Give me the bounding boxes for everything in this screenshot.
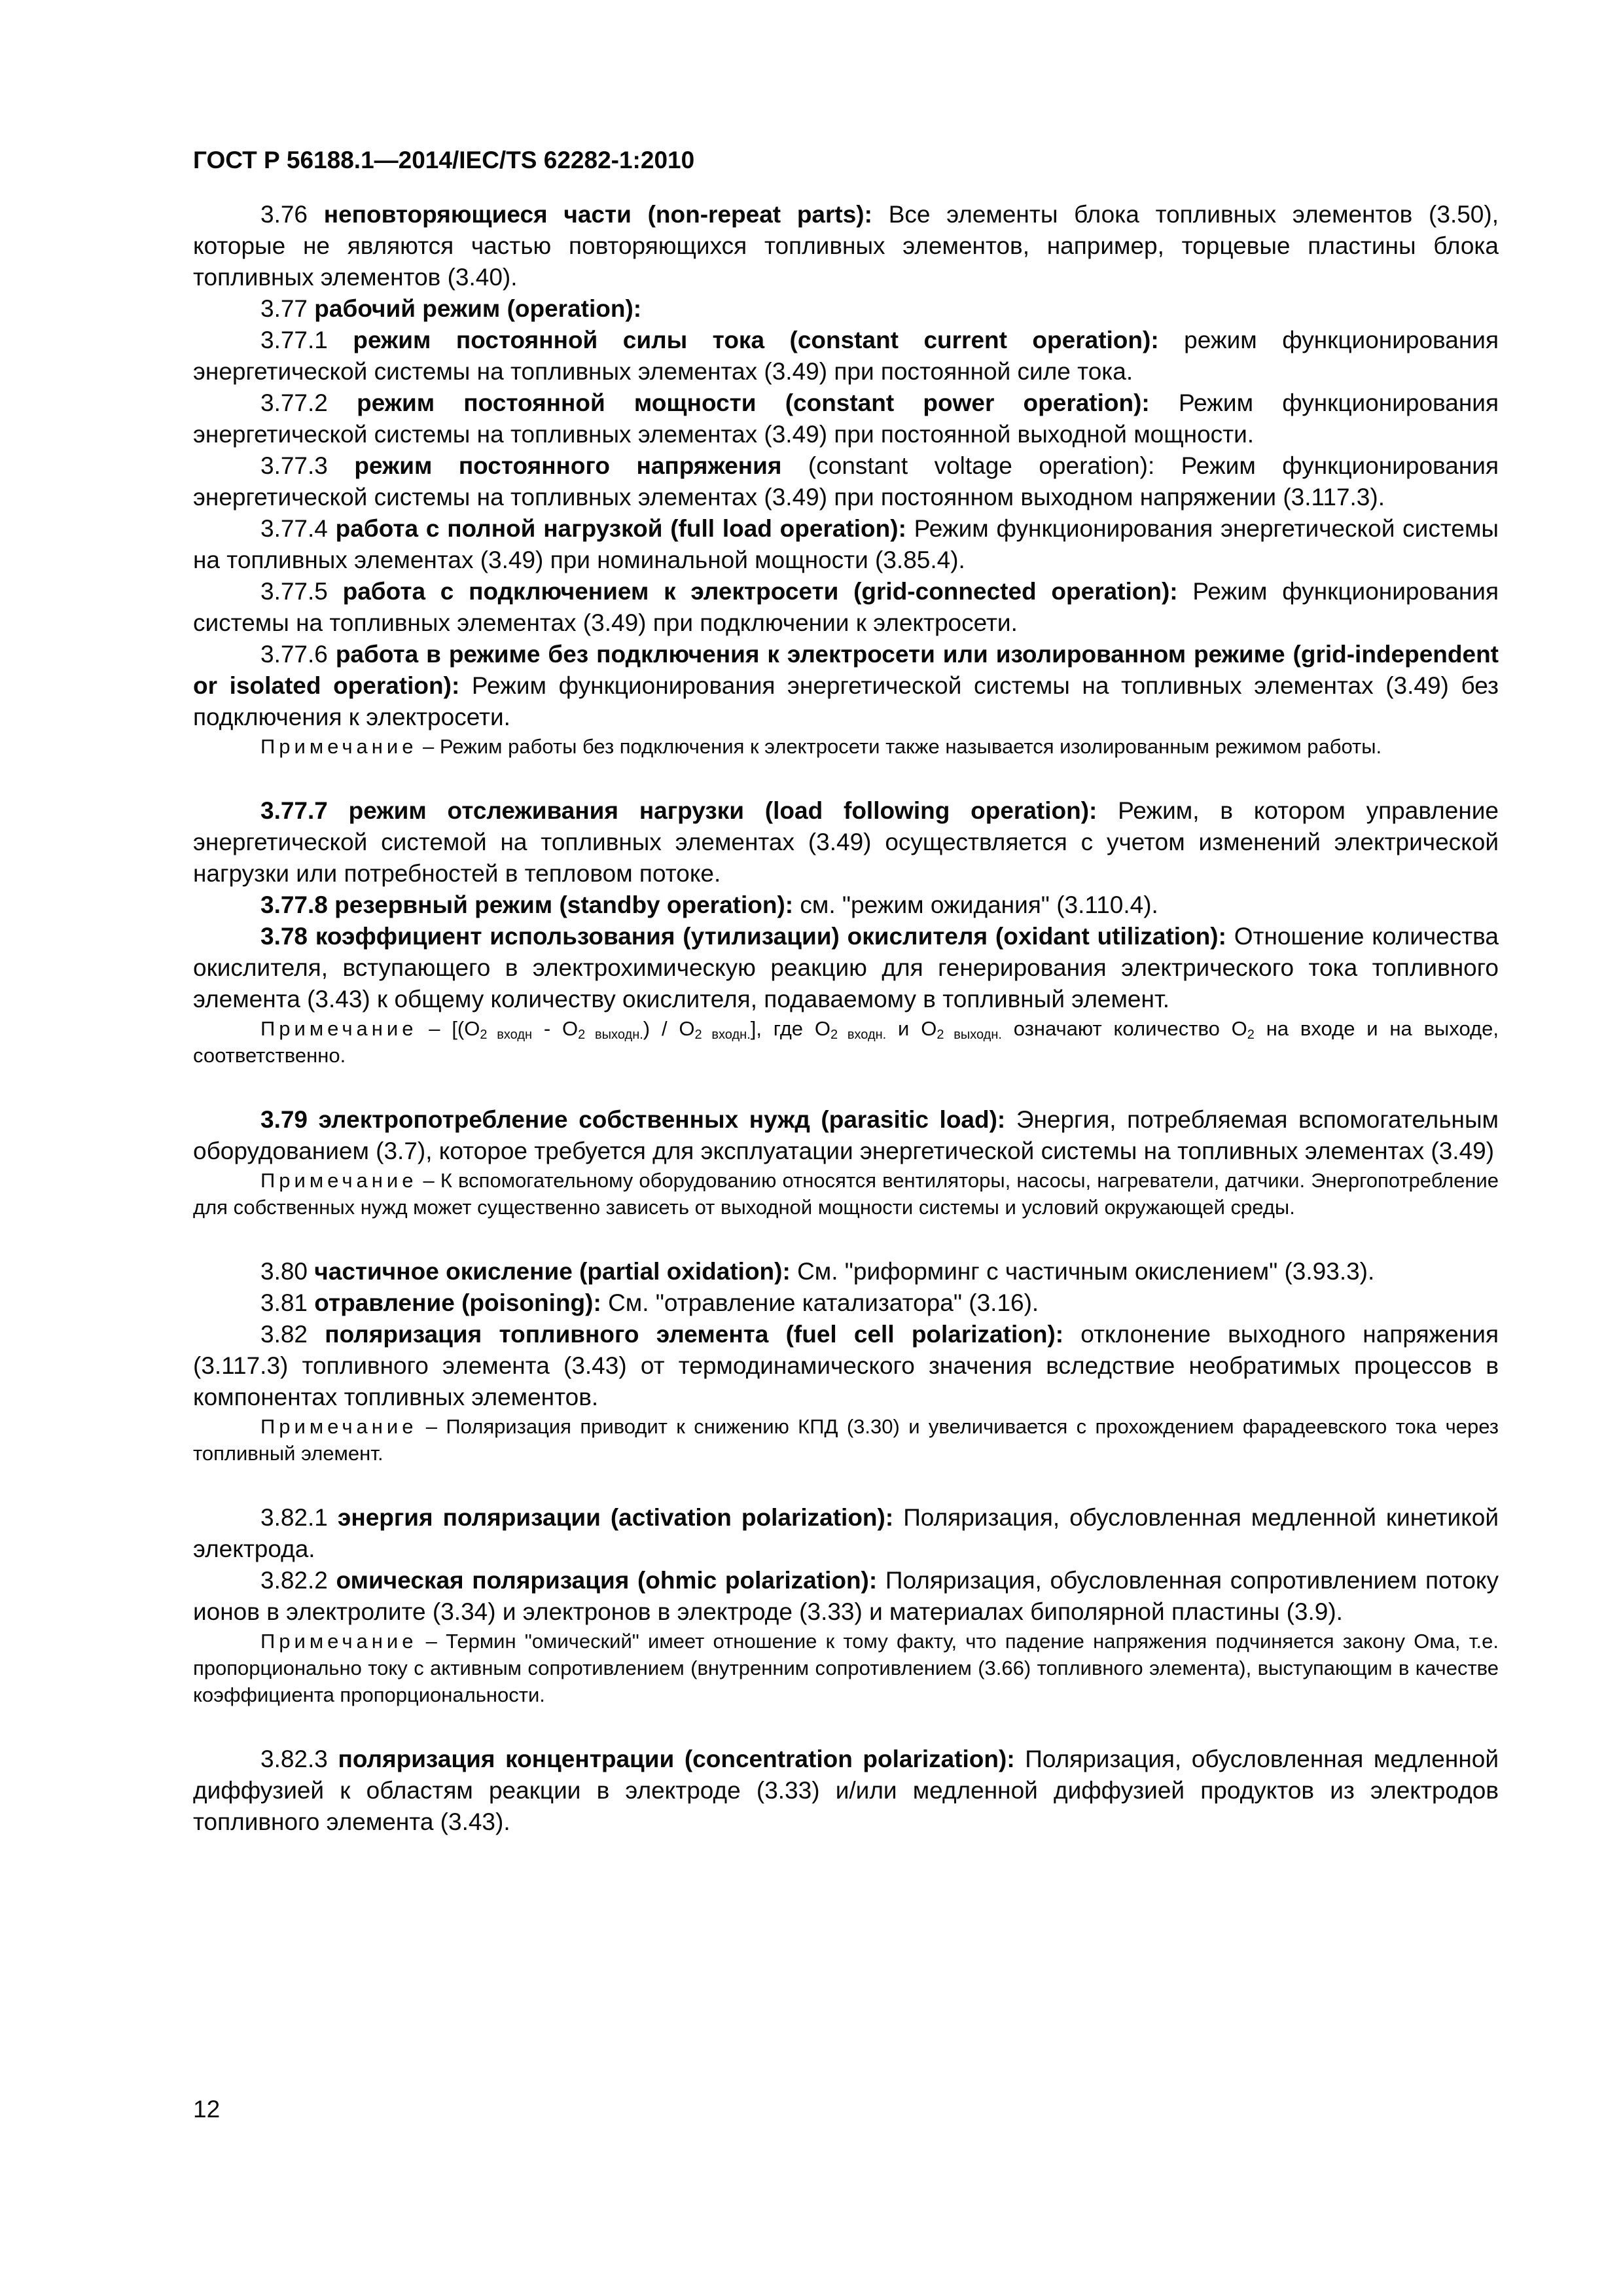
clause-3-80 [193, 1256, 1499, 1287]
clause-number: 3.76 [260, 201, 324, 228]
clause-term: 3.77.7 режим отслеживания нагрузки (load following operation): [260, 797, 1097, 824]
clause-term: 3.79 электропотребление собственных нужд (parasitic load): [260, 1106, 1006, 1133]
note-polarization [193, 1413, 1499, 1467]
clause-number: 3.80 [260, 1258, 315, 1285]
note-label: Примечание [260, 1017, 418, 1040]
clause-3-82-3 [193, 1744, 1499, 1838]
clause-term: отравление (poisoning): [314, 1289, 601, 1316]
clause-term: режим постоянной силы тока (constant current operation): [353, 327, 1159, 353]
formula-text: – [(O [417, 1017, 480, 1040]
clause-3-81 [193, 1287, 1499, 1319]
clause-definition: Режим функционирования системы на топливных элементах (3.49) при подключении к электросети. [193, 578, 1499, 636]
clause-term: рабочий режим (operation): [314, 295, 642, 322]
spacer [193, 1069, 1499, 1104]
note-isolated-mode [193, 733, 1499, 760]
clause-term: работа с полной нагрузкой (full load operation): [335, 515, 906, 542]
clause-3-77-3 [193, 450, 1499, 513]
formula-text: ) / O [643, 1017, 695, 1040]
clause-definition: см. "режим ожидания" (3.110.4). [793, 891, 1158, 918]
clause-3-79 [193, 1104, 1499, 1167]
clause-3-77 [193, 293, 1499, 325]
clause-number: 3.82 [260, 1321, 325, 1348]
formula-subscript: 2 входн. [694, 1028, 751, 1042]
clause-definition: Поляризация, обусловленная медленной диффузией к областям реакции в электроде (3.33) и/или медленной диффузией продуктов из электродов топливного элемента (3.43). [193, 1746, 1499, 1835]
clause-term: омическая поляризация (ohmic polarization): [336, 1567, 878, 1594]
clause-number: 3.77.5 [260, 578, 343, 605]
clause-3-82-1 [193, 1502, 1499, 1565]
formula-text: и O [886, 1017, 937, 1040]
clause-definition: См. "риформинг с частичным окислением" (3.93.3). [790, 1258, 1375, 1285]
clause-definition: См. "отравление катализатора" (3.16). [601, 1289, 1039, 1316]
formula-text: на входе и на выходе, соответственно. [193, 1017, 1499, 1067]
clause-number: 3.77.3 [260, 452, 355, 479]
clause-term: 3.77.8 резервный режим (standby operation): [260, 891, 794, 918]
clause-3-77-4 [193, 513, 1499, 576]
clause-number: 3.82.2 [260, 1567, 336, 1594]
clause-3-76 [193, 199, 1499, 293]
spacer [193, 1221, 1499, 1256]
formula-subscript: 2 выходн. [578, 1028, 643, 1042]
spacer [193, 1467, 1499, 1502]
clause-term: режим постоянной мощности (constant power operation): [357, 389, 1150, 416]
clause-definition: Режим функционирования энергетической системы на топливных элементах (3.49) без подключения к электросети. [193, 672, 1499, 730]
clause-term: энергия поляризации (activation polarization): [337, 1504, 894, 1531]
clause-number: 3.77.2 [260, 389, 357, 416]
clause-term: частичное окисление (partial oxidation): [314, 1258, 791, 1285]
clause-definition: отклонение выходного напряжения (3.117.3) топливного элемента (3.43) от термодинамического значения вследствие необратимых процессов в компонентах топливных элементов. [193, 1321, 1499, 1410]
clause-definition: Энергия, потребляемая вспомогательным оборудованием (3.7), которое требуется для эксплуатации энергетической системы на топливных элементах (3.49) [193, 1106, 1499, 1164]
note-text: – Поляризация приводит к снижению КПД (3.30) и увеличивается с прохождением фарадеевского тока через топливный элемент. [193, 1415, 1499, 1465]
clause-definition: Отношение количества окислителя, вступающего в электрохимическую реакцию для генерирования электрического тока топливного элемента (3.43) к общему количеству окислителя, подаваемому в топливный элемент. [193, 923, 1499, 1013]
clause-number: 3.77.6 [260, 641, 336, 668]
formula-subscript: 2 входн [480, 1028, 533, 1042]
clause-definition: Поляризация, обусловленная медленной кинетикой электрода. [193, 1504, 1499, 1562]
document-page [193, 145, 1499, 1838]
clause-definition: Все элементы блока топливных элементов (3.50), которые не являются частью повторяющихся топливных элементов, например, торцевые пластины блока топливных элементов (3.40). [193, 201, 1499, 291]
spacer [193, 760, 1499, 795]
clause-definition: Режим функционирования энергетической системы на топливных элементах (3.49) при номинальной мощности (3.85.4). [193, 515, 1499, 573]
clause-term: 3.78 коэффициент использования (утилизации) окислителя (oxidant utilization): [260, 923, 1226, 950]
clause-number: 3.81 [260, 1289, 315, 1316]
clause-term: работа в режиме без подключения к электросети или изолированном режиме (grid-independent or isolated operation): [193, 641, 1499, 699]
clause-definition: режим функционирования энергетической системы на топливных элементах (3.49) при постоянной силе тока. [193, 327, 1499, 385]
clause-term: режим постоянного напряжения [354, 452, 782, 479]
clause-3-77-1 [193, 325, 1499, 387]
note-label: Примечание [260, 1630, 418, 1653]
formula-subscript: 2 выходн. [936, 1028, 1002, 1042]
clause-3-77-8 [193, 889, 1499, 921]
note-parasitic-load [193, 1167, 1499, 1221]
note-label: Примечание [260, 1169, 418, 1192]
clause-term: поляризация топливного элемента (fuel cell polarization): [325, 1321, 1064, 1348]
note-text: – К вспомогательному оборудованию относятся вентиляторы, насосы, нагреватели, датчики. Энергопотребление для собственных нужд может существенно зависеть от выходной мощности системы и условий окружающей среды. [193, 1169, 1499, 1219]
clause-3-77-6 [193, 639, 1499, 733]
formula-text: ], где O [750, 1017, 830, 1040]
formula-subscript: 2 [1247, 1028, 1255, 1042]
clause-3-82 [193, 1319, 1499, 1413]
clause-3-82-2 [193, 1565, 1499, 1628]
note-text: – Термин "омический" имеет отношение к тому факту, что падение напряжения подчиняется закону Ома, т.е. пропорционально току с активным сопротивлением (внутренним сопротивлением (3.66) топливного элемента), выступающим в качестве коэффициента пропорциональности. [193, 1630, 1499, 1706]
clause-number: 3.82.3 [260, 1746, 338, 1772]
clause-3-78 [193, 921, 1499, 1015]
clause-definition: Режим функционирования энергетической системы на топливных элементах (3.49) при постоянной выходной мощности. [193, 389, 1499, 448]
clause-definition: Поляризация, обусловленная сопротивлением потоку ионов в электролите (3.34) и электронов в электроде (3.33) и материалах биполярной пластины (3.9). [193, 1567, 1499, 1625]
formula-text: означают количество O [1001, 1017, 1247, 1040]
formula-text: - O [532, 1017, 579, 1040]
document-header: ГОСТ Р 56188.1—2014/IEC/TS 62282-1:2010 [193, 147, 695, 173]
formula-subscript: 2 входн. [830, 1028, 887, 1042]
clause-number: 3.82.1 [260, 1504, 338, 1531]
clause-number: 3.77.1 [260, 327, 353, 353]
note-ohmic [193, 1628, 1499, 1708]
note-oxidant-formula [193, 1015, 1499, 1069]
page-number: 12 [193, 2096, 221, 2123]
clause-3-77-5 [193, 576, 1499, 639]
clause-3-77-7 [193, 795, 1499, 889]
clause-definition: (constant voltage operation): Режим функционирования энергетической системы на топливных элементах (3.49) при постоянном выходном напряжении (3.117.3). [193, 452, 1499, 511]
clause-term: работа с подключением к электросети (grid-connected operation): [342, 578, 1178, 605]
clause-3-77-2 [193, 387, 1499, 450]
clause-number: 3.77 [260, 295, 315, 322]
clause-term: поляризация концентрации (concentration polarization): [338, 1746, 1015, 1772]
spacer [193, 1708, 1499, 1744]
note-label: Примечание [260, 735, 418, 758]
clause-number: 3.77.4 [260, 515, 336, 542]
note-label: Примечание [260, 1415, 418, 1438]
note-text: – Режим работы без подключения к электросети также называется изолированным режимом работы. [417, 735, 1382, 758]
clause-definition: Режим, в котором управление энергетической системой на топливных элементах (3.49) осуществляется с учетом изменений электрической нагрузки или потребностей в тепловом потоке. [193, 797, 1499, 887]
clause-term: неповторяющиеся части (non-repeat parts): [323, 201, 872, 228]
